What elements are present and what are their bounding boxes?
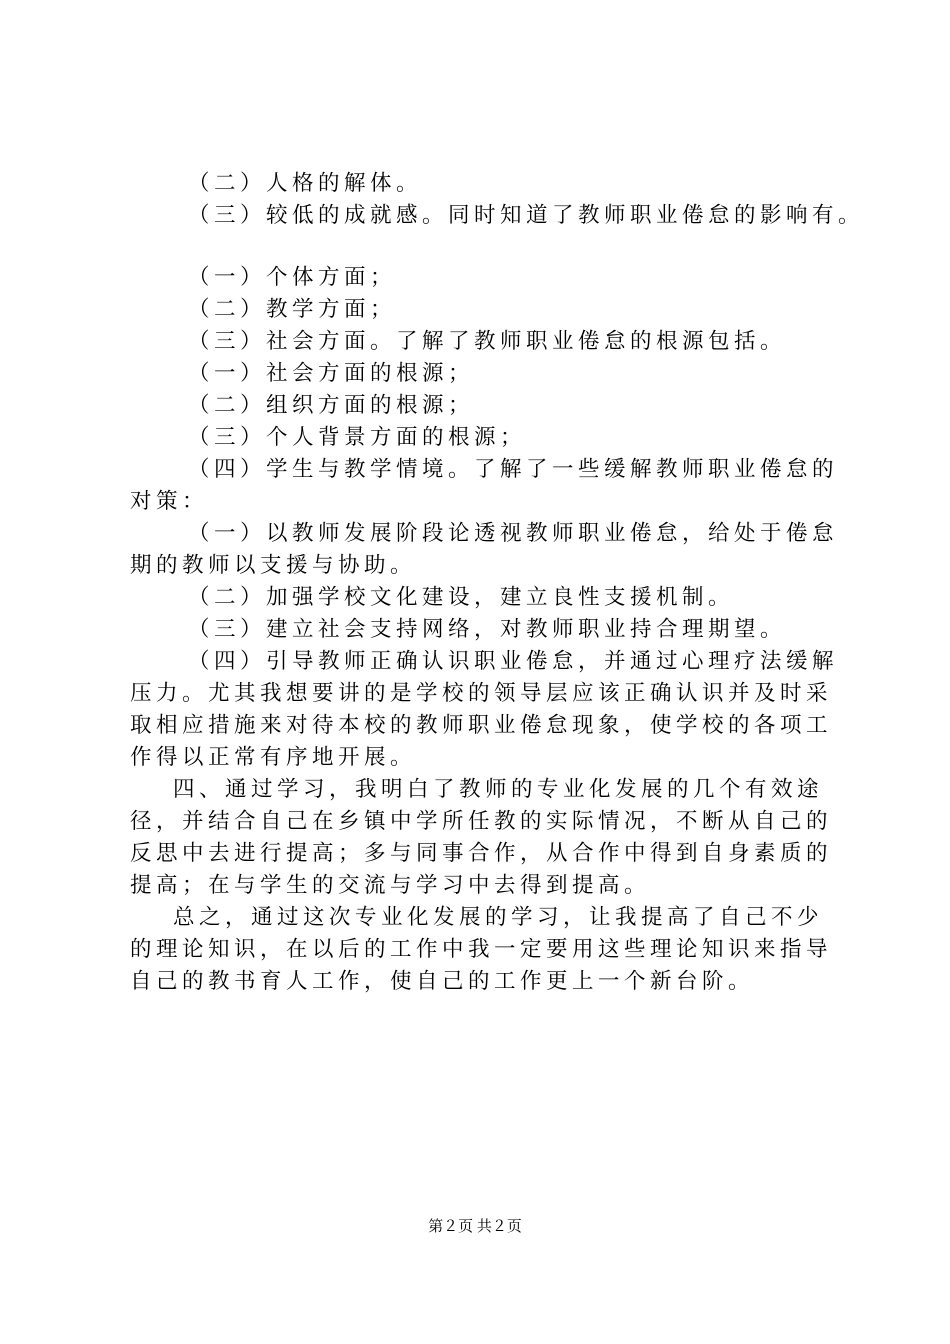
- paragraph-line: （四）学生与教学情境。了解了一些缓解教师职业倦怠的: [188, 457, 839, 482]
- paragraph-line: 反思中去进行提高；多与同事合作，从合作中得到自身素质的: [130, 841, 833, 866]
- paragraph-line: （四）引导教师正确认识职业倦怠，并通过心理疗法缓解: [188, 649, 839, 674]
- paragraph-line: （三）社会方面。了解了教师职业倦怠的根源包括。: [188, 329, 787, 354]
- paragraph-line: （二）教学方面；: [188, 297, 397, 322]
- paragraph-line: 压力。尤其我想要讲的是学校的领导层应该正确认识并及时采: [130, 681, 833, 706]
- paragraph-line: 期的教师以支援与协助。: [130, 553, 417, 578]
- paragraph-line: （一）以教师发展阶段论透视教师职业倦怠，给处于倦怠: [188, 521, 839, 546]
- paragraph-line: 作得以正常有序地开展。: [130, 745, 417, 770]
- paragraph-line: （二）组织方面的根源；: [188, 393, 475, 418]
- paragraph-line: （一）个体方面；: [188, 265, 397, 290]
- paragraph-line: （三）建立社会支持网络，对教师职业持合理期望。: [188, 617, 787, 642]
- paragraph-line: 径，并结合自己在乡镇中学所任教的实际情况，不断从自己的: [130, 809, 833, 834]
- paragraph-line: 总之，通过这次专业化发展的学习，让我提高了自己不少: [173, 905, 824, 930]
- paragraph-line: 提高；在与学生的交流与学习中去得到提高。: [130, 873, 651, 898]
- paragraph-line: （三）较低的成就感。同时知道了教师职业倦怠的影响有。: [188, 203, 865, 228]
- paragraph-line: （三）个人背景方面的根源；: [188, 425, 527, 450]
- document-body: [130, 168, 865, 998]
- page-number-footer: 第２页 共２页: [428, 1219, 522, 1235]
- paragraph-line: 的理论知识，在以后的工作中我一定要用这些理论知识来指导: [130, 937, 833, 962]
- blank-line: [130, 232, 830, 262]
- paragraph-line: （二）加强学校文化建设，建立良性支援机制。: [188, 585, 735, 610]
- paragraph-line: （二）人格的解体。: [188, 171, 423, 196]
- paragraph-line: 取相应措施来对待本校的教师职业倦怠现象，使学校的各项工: [130, 713, 833, 738]
- paragraph-line: （一）社会方面的根源；: [188, 361, 475, 386]
- paragraph-line: 四、通过学习，我明白了教师的专业化发展的几个有效途: [173, 777, 824, 802]
- paragraph-line: 自己的教书育人工作，使自己的工作更上一个新台阶。: [130, 969, 755, 994]
- paragraph-line: 对策：: [130, 489, 209, 514]
